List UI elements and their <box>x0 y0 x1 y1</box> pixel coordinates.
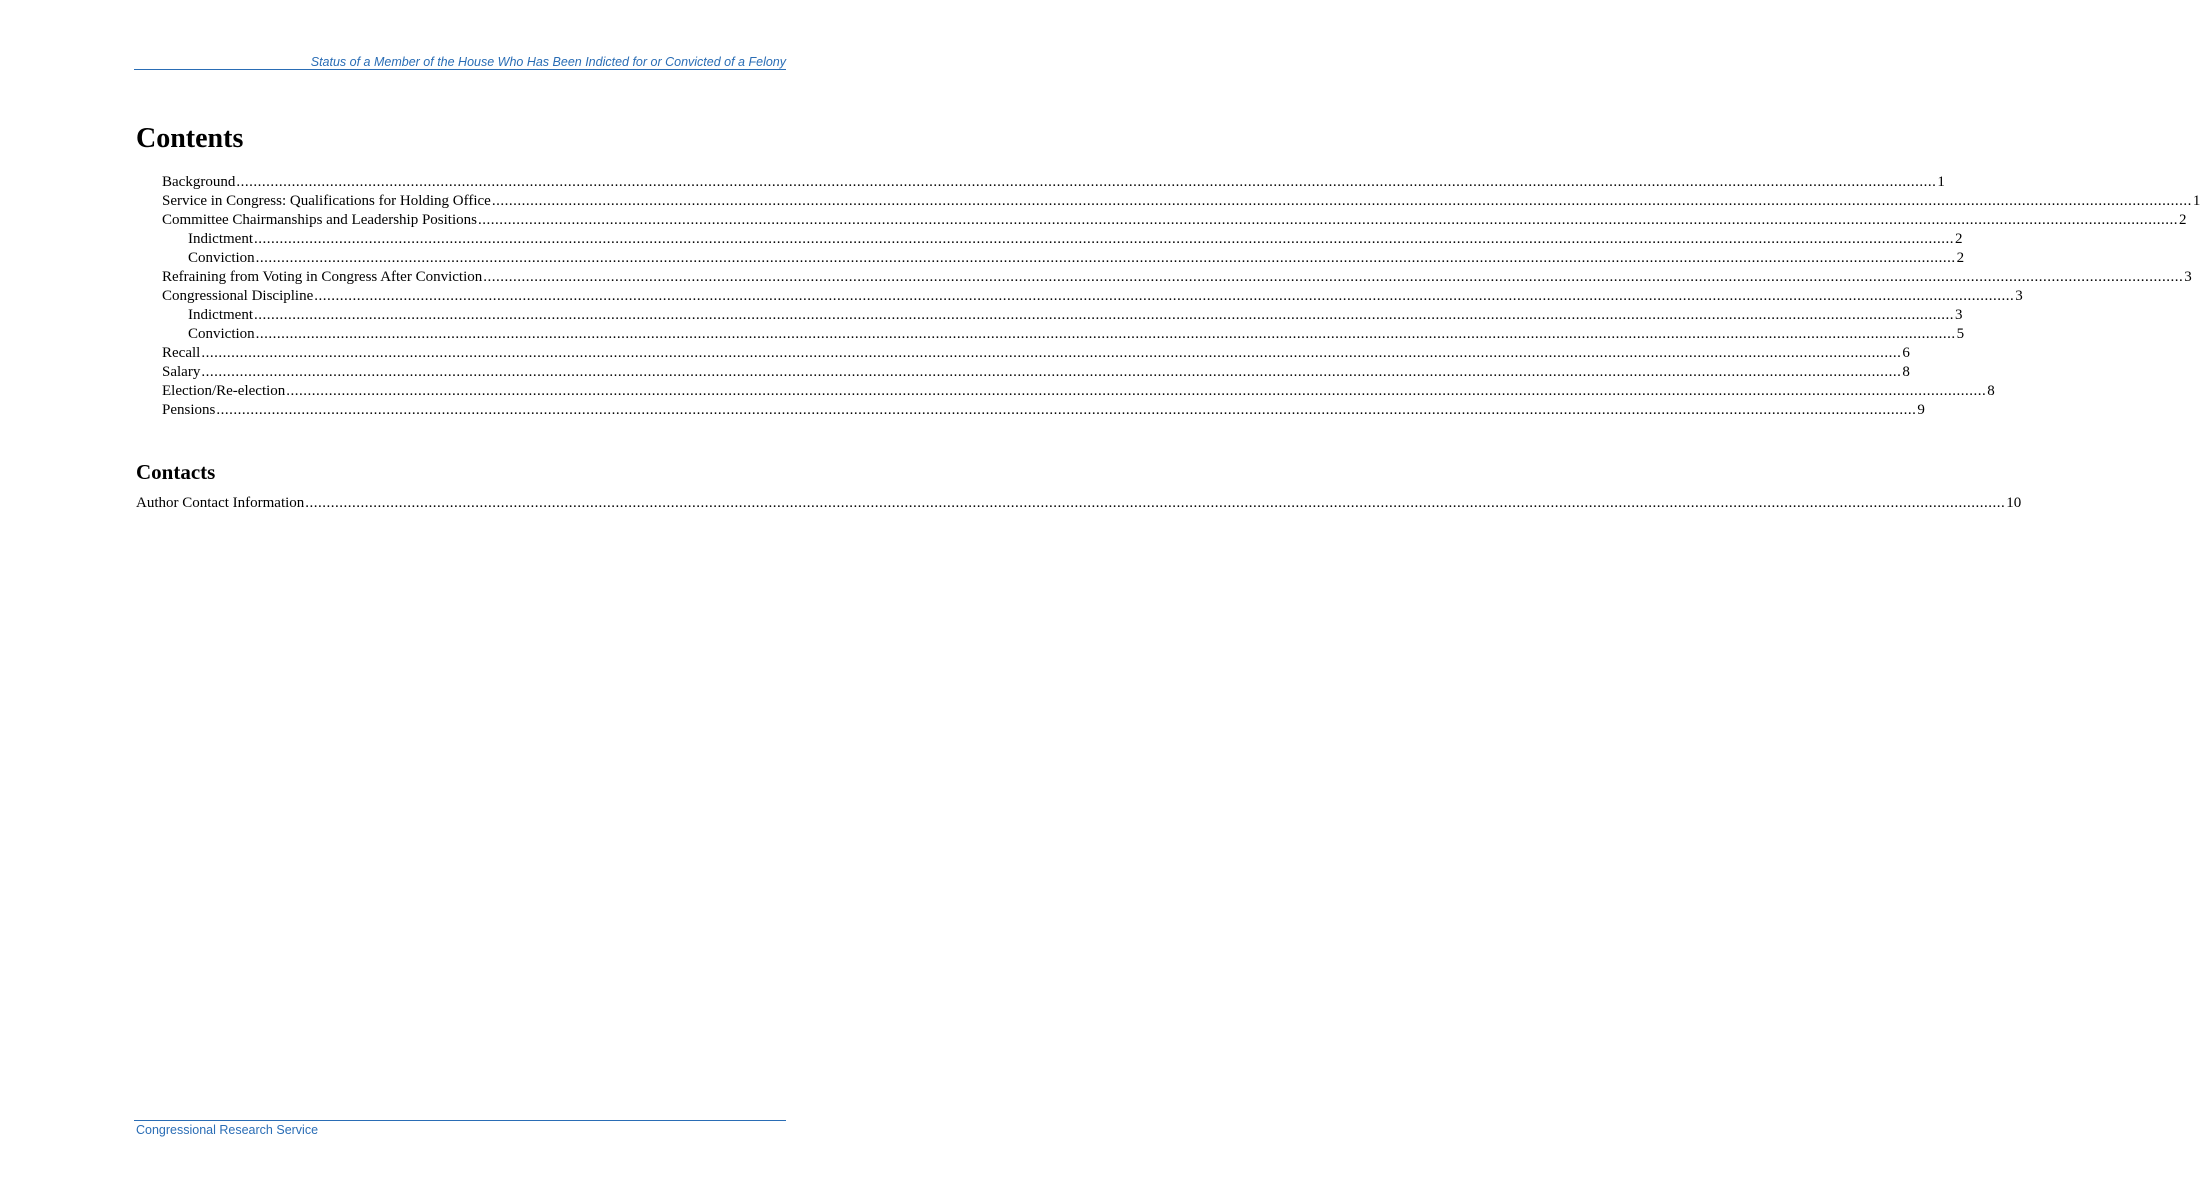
toc-entry-page: 5 <box>1956 326 1965 342</box>
toc-entry[interactable] <box>162 192 2200 211</box>
toc-entry[interactable] <box>188 249 1965 268</box>
toc-dot-leader: ................................................................................................................................................................................................................................................................................................................................................................................................................ <box>286 383 1987 399</box>
toc-entry-page: 8 <box>1987 383 1995 399</box>
toc-entry[interactable] <box>188 325 1965 344</box>
toc-entry-page: 3 <box>1954 307 1963 323</box>
toc-entry-page: 2 <box>2178 212 2187 228</box>
toc-entry-page: 3 <box>2184 269 2192 285</box>
toc-entry-title: Congressional Discipline <box>162 288 314 304</box>
toc-dot-leader: ................................................................................................................................................................................................................................................................................................................................................................................................................ <box>236 174 1937 190</box>
toc-dot-leader: ................................................................................................................................................................................................................................................................................................................................................................................................................ <box>255 250 1956 266</box>
toc-entry-title: Conviction <box>188 250 255 266</box>
toc-dot-leader: ................................................................................................................................................................................................................................................................................................................................................................................................................ <box>483 269 2184 285</box>
toc-dot-leader: ................................................................................................................................................................................................................................................................................................................................................................................................................ <box>253 307 1954 323</box>
toc-entry-page: 9 <box>1917 402 1925 418</box>
toc-entry-title: Author Contact Information <box>136 495 305 511</box>
toc-dot-leader: ................................................................................................................................................................................................................................................................................................................................................................................................................ <box>305 495 2006 511</box>
toc-dot-leader: ................................................................................................................................................................................................................................................................................................................................................................................................................ <box>201 345 1902 361</box>
footer-publisher: Congressional Research Service <box>136 1123 319 1137</box>
toc-entry-title: Election/Re-election <box>162 383 286 399</box>
toc-entry-title: Committee Chairmanships and Leadership Positions <box>162 212 477 228</box>
footer-divider <box>134 1120 786 1121</box>
toc-entry[interactable] <box>162 173 1945 192</box>
toc-entry-title: Refraining from Voting in Congress After Conviction <box>162 269 483 285</box>
toc-entry-title: Indictment <box>188 231 253 247</box>
contacts-heading: Contacts <box>136 460 216 484</box>
header-divider <box>134 69 786 70</box>
toc-entry-page: 1 <box>2192 193 2200 209</box>
toc-entry[interactable] <box>162 401 1925 420</box>
toc-dot-leader: ................................................................................................................................................................................................................................................................................................................................................................................................................ <box>314 288 2015 304</box>
toc-entry[interactable] <box>162 268 2192 287</box>
toc-entry-title: Recall <box>162 345 201 361</box>
toc-entry[interactable] <box>162 287 2023 306</box>
toc-entry-page: 10 <box>2006 495 2022 511</box>
toc-entry-title: Indictment <box>188 307 253 323</box>
toc-entry-title: Pensions <box>162 402 216 418</box>
toc-entry[interactable] <box>162 363 1910 382</box>
toc-entry-title: Conviction <box>188 326 255 342</box>
toc-entry-page: 2 <box>1956 250 1965 266</box>
toc-entry[interactable] <box>162 344 1910 363</box>
toc-entry[interactable] <box>136 494 2022 513</box>
toc-dot-leader: ................................................................................................................................................................................................................................................................................................................................................................................................................ <box>201 364 1902 380</box>
toc-entry-title: Background <box>162 174 236 190</box>
toc-entry-page: 6 <box>1902 345 1910 361</box>
toc-entry-page: 3 <box>2015 288 2023 304</box>
toc-entry[interactable] <box>188 306 1963 325</box>
toc-dot-leader: ................................................................................................................................................................................................................................................................................................................................................................................................................ <box>216 402 1917 418</box>
toc-entry[interactable] <box>188 230 1963 249</box>
toc-entry-page: 1 <box>1937 174 1945 190</box>
toc-dot-leader: ................................................................................................................................................................................................................................................................................................................................................................................................................ <box>253 231 1954 247</box>
toc-dot-leader: ................................................................................................................................................................................................................................................................................................................................................................................................................ <box>477 212 2178 228</box>
running-header-title: Status of a Member of the House Who Has Been Indicted for or Convicted of a Felony <box>310 55 786 69</box>
toc-entry-title: Service in Congress: Qualifications for Holding Office <box>162 193 491 209</box>
toc-entry-title: Salary <box>162 364 201 380</box>
toc-entry[interactable] <box>162 382 1995 401</box>
toc-entry-page: 8 <box>1902 364 1910 380</box>
toc-dot-leader: ................................................................................................................................................................................................................................................................................................................................................................................................................ <box>255 326 1956 342</box>
contents-heading: Contents <box>136 123 244 154</box>
toc-dot-leader: ................................................................................................................................................................................................................................................................................................................................................................................................................ <box>491 193 2192 209</box>
toc-entry[interactable] <box>162 211 2187 230</box>
toc-entry-page: 2 <box>1954 231 1963 247</box>
